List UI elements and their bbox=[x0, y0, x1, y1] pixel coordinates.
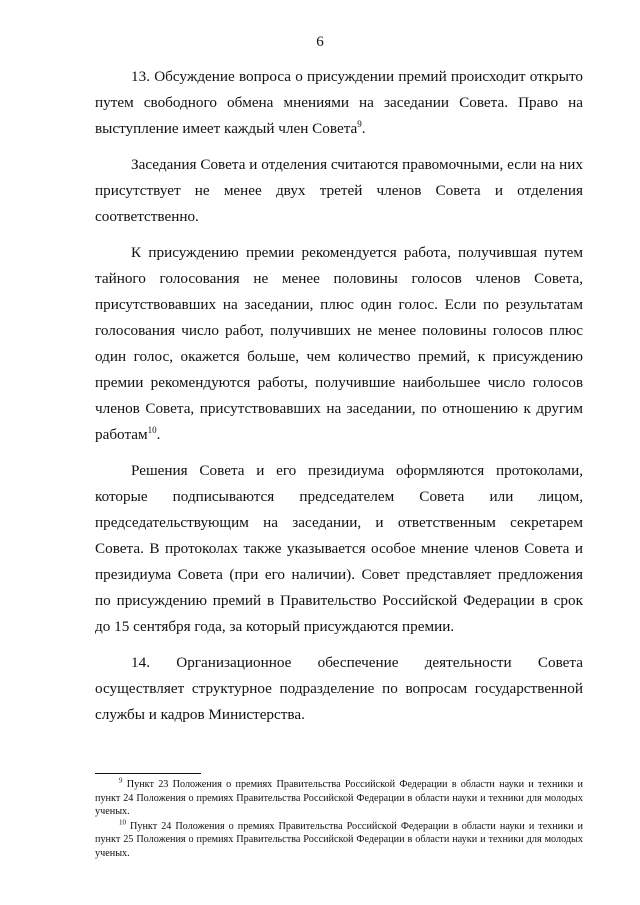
paragraph-protocols bbox=[95, 458, 583, 640]
paragraph-tail: . bbox=[156, 426, 161, 443]
footnote-marker: 9 bbox=[119, 776, 123, 785]
footnote-text: Пункт 24 Положения о премиях Правительства Российской Федерации в области науки и техники и пункт 25 Положения о премиях Правительства Российской Федерации в области науки и техники для молодых ученых. bbox=[95, 820, 583, 859]
paragraph-text: Заседания Совета и отделения считаются правомочными, если на них присутствует не менее двух третей членов Совета и отделения соответственно. bbox=[95, 156, 583, 225]
paragraph-text: Решения Совета и его президиума оформляются протоколами, которые подписываются председателем Совета или лицом, председательствующим на заседании, и ответственным секретарем Совета. В протоколах также указывается особое мнение членов Совета и президиума Совета (при его наличии). Совет представляет предложения по присуждению премий в Правительство Российской Федерации в срок до 15 сентября года, за который присуждаются премии. bbox=[95, 462, 583, 635]
footnote-text: Пункт 23 Положения о премиях Правительства Российской Федерации в области науки и техники и пункт 24 Положения о премиях Правительства Российской Федерации в области науки и техники для молодых ученых. bbox=[95, 779, 583, 817]
footnote-ref: 10 bbox=[147, 424, 157, 435]
footnote-separator bbox=[95, 773, 201, 774]
footnote-ref: 9 bbox=[357, 118, 362, 129]
paragraph-13 bbox=[95, 64, 583, 142]
paragraph-quorum bbox=[95, 152, 583, 230]
paragraph-tail: . bbox=[361, 120, 366, 137]
paragraph-text: К присуждению премии рекомендуется работа, получившая путем тайного голосования не менее половины голосов членов Совета, присутствовавших на заседании, плюс один голос. Если по результатам голосования число работ, получивших не менее половины голосов плюс один голос, окажется больше, чем количество премий, к присуждению премии рекомендуются работы, получившие наибольшее число голосов членов Совета, присутствовавших на заседании, по отношению к другим работам bbox=[95, 244, 583, 443]
paragraph-14 bbox=[95, 650, 583, 728]
footnote-9 bbox=[95, 778, 583, 819]
footnote-10 bbox=[95, 820, 583, 861]
footnote-marker: 10 bbox=[119, 818, 126, 827]
paragraph-text: 13. Обсуждение вопроса о присуждении премий происходит открыто путем свободного обмена мнениями на заседании Совета. Право на выступление имеет каждый член Совета bbox=[95, 68, 583, 137]
footnotes bbox=[95, 778, 583, 861]
paragraph-text: 14. Организационное обеспечение деятельности Совета осуществляет структурное подразделение по вопросам государственной службы и кадров Министерства. bbox=[95, 654, 583, 723]
paragraph-voting bbox=[95, 240, 583, 448]
page-number: 6 bbox=[316, 34, 324, 50]
body-text bbox=[95, 64, 583, 738]
